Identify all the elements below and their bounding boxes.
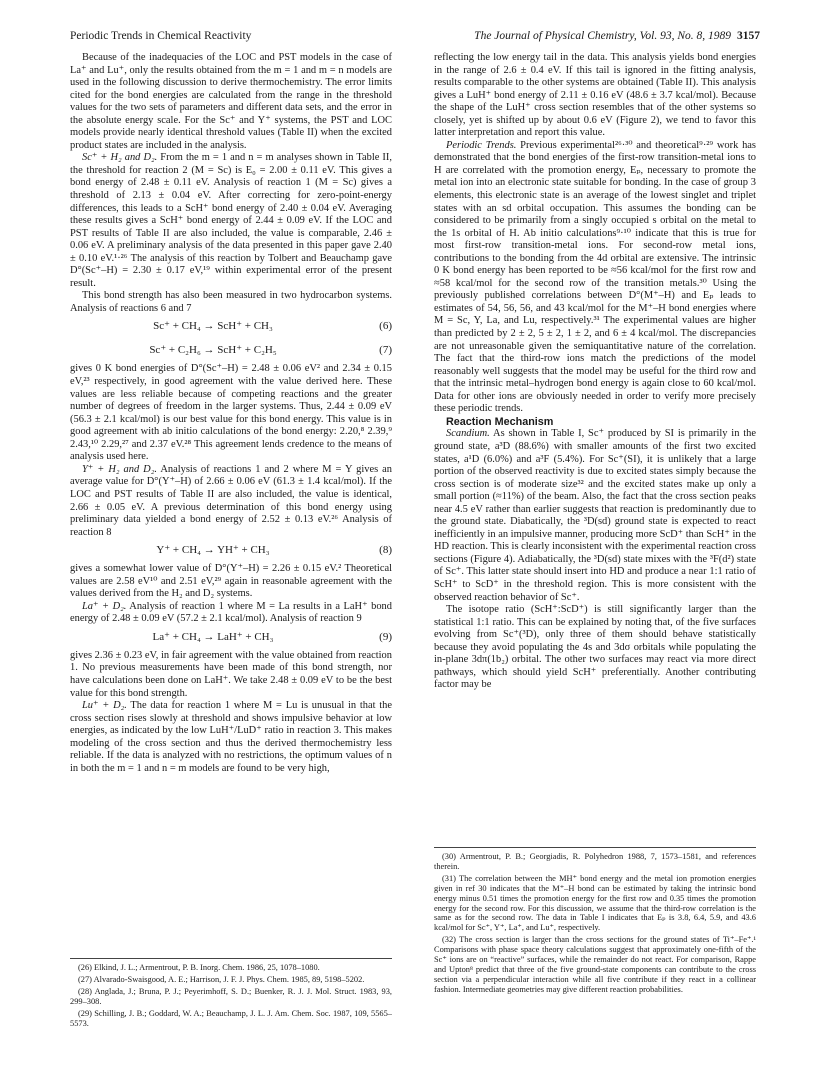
paragraph-sc [70, 152, 392, 290]
equation-number: (7) [379, 344, 392, 357]
paragraph: gives 0 K bond energies of D°(Sc⁺–H) = 2.48 ± 0.06 eV² and 2.34 ± 0.15 eV,²³ respectively, in good agreement with the value derived here. These values are less reliable because of competing reactions and the greater number of degrees of freedom in the larger systems. Thus, 2.44 ± 0.09 eV (56.3 ± 2.1 kcal/mol) is our best value for this bond energy. This value is in good agreement with ab initio calculations of the bond energy: 2.20,⁸ 2.39,⁹ 2.43,¹⁰ 2.29,²⁷ and 2.37 eV.²⁸ This agreement lends credence to the means of analysis used here. [70, 363, 392, 463]
footnote: (31) The correlation between the MH⁺ bond energy and the metal ion promotion energies given in ref 30 indicates that the M⁺–H bond can be estimated by taking the intrinsic bond energy minus 0.51 times the promotion energy for the first row and 0.35 times the promotion energy for the second row. For this discussion, we assume that the third-row correlation is the same as for the second row. The data in Table I indicates that Eₚ is 3.8, 6.4, 5.9, and 43.6 kcal/mol for Sc⁺, Y⁺, La⁺, and Lu⁺, respectively. [434, 873, 756, 933]
footnote: (32) The cross section is larger than the cross sections for the ground states of Ti⁺–Fe⁺.¹ Comparisons with phase space theory calculations suggest that approximately one-fifth of the Sc⁺ ions are on “reactive” surfaces, while the remainder do not react. For comparison, Rappe and Upton⁸ predict that three of the five ground-state components can contribute to the cross section via a perpendicular interaction while all five contribute if they react in a collinear fashion. Intermediate geometries may give different reaction probabilities. [434, 935, 756, 994]
paragraph-la [70, 601, 392, 626]
right-column [434, 52, 756, 692]
paragraph-text: Analysis of reactions 1 and 2 where M = Y gives an average value for D°(Y⁺–H) of 2.66 ± 0.06 eV (61.3 ± 1.4 kcal/mol). If the LOC and PST results of Table II are also included, the value is identical, 2.66 ± 0.05 eV. A previous determination of this bond energy using preliminary data yielded a bond energy of 2.52 ± 0.13 eV.²⁶ Analysis of reaction 8 [70, 463, 392, 538]
paragraph-lu [70, 700, 392, 775]
paragraph-text: From the m = 1 and n = m analyses shown in Table II, the threshold for reaction 2 (M = Sc) is E₀ = 2.00 ± 0.11 eV. This gives a bond energy of 2.48 ± 0.11 eV. Analysis of reaction 1 (M = Sc) gives a threshold of 2.13 ± 0.04 eV. After correcting for zero-point-energy differences, this leads to a ScH⁺ bond energy of 2.40 ± 0.04 eV. Averaging these results gives a ScH⁺ bond energy of 2.44 ± 0.09 eV. If the LOC and PST results of Table II are also included, the value is comparable, 2.46 ± 0.06 eV. A preliminary analysis of the data presented in this paper gave 2.40 ± 0.10 eV.¹·²⁶ The analysis of this reaction by Tolbert and Beauchamp gave D°(Sc⁺–H) = 2.30 ± 0.17 eV,¹⁹ within experimental error of the present result. [70, 152, 392, 289]
equation-text: La⁺ + CH₄ → LaH⁺ + CH₃ [152, 630, 274, 643]
paragraph: reflecting the low energy tail in the data. This analysis yields bond energies in the range of 2.6 ± 0.4 eV. If this tail is ignored in the fitting analysis, results comparable to the other systems are obtained (Table II). This analysis gives a LuH⁺ bond energy of 2.11 ± 0.16 eV (48.6 ± 3.7 kcal/mol). Because the shape of the LuH⁺ cross section resembles that of the other systems so closely, yet is shifted up by about 0.6 eV (Figure 2), we tend to favor this latter interpretation and report this value. [434, 52, 756, 139]
running-title: Periodic Trends in Chemical Reactivity [70, 30, 252, 42]
footnote: (26) Elkind, J. L.; Armentrout, P. B. Inorg. Chem. 1986, 25, 1078–1080. [78, 963, 320, 972]
journal-name: The Journal of Physical Chemistry, Vol. 93, No. 8, 1989 [474, 30, 731, 42]
footnote-rule [434, 847, 756, 848]
paragraph: The isotope ratio (ScH⁺:ScD⁺) is still significantly larger than the statistical 1:1 ratio. This can be explained by noting that, of the five surfaces evolving from Sc⁺(³D), only three of them should behave statistically because they avoid populating the 4s and 3dσ orbitals while populating the in-plane 3dπ(1b₂) orbital. The other two surfaces may react via more direct pathways, which should yield ScH⁺ preferentially. Another contributing factor may be [434, 604, 756, 691]
paragraph-text: The data for reaction 1 where M = Lu is unusual in that the cross section rises slowly at threshold and shows impulsive behavior at low energies, as indicated by the low LuH⁺/LuD⁺ ratio in reaction 3. This makes modeling of the cross section and thus the derived thermochemistry less reliable. If the data is analyzed with no restrictions, the optimum values of n in both the m = 1 and n = m models are found to be very high, [70, 700, 392, 774]
paragraph-y [70, 464, 392, 539]
footnotes-left [70, 958, 392, 1030]
subheading: Sc⁺ + H₂ and D₂. [82, 152, 158, 164]
paragraph: gives a somewhat lower value of D°(Y⁺–H) = 2.26 ± 0.15 eV.² Theoretical values are 2.58 eV¹⁰ and 2.51 eV,²⁹ again in reasonable agreement with the values derived from the H₂ and D₂ systems. [70, 563, 392, 600]
equation-text: Sc⁺ + C₂H₆ → ScH⁺ + C₂H₅ [149, 344, 277, 357]
equation-6 [70, 315, 392, 339]
paragraph: gives 2.36 ± 0.23 eV, in fair agreement with the value obtained from reaction 1. No previous measurements have been made of this bond strength, nor have calculations been done on LaH⁺. We take 2.48 ± 0.09 eV to be the best value for this bond strength. [70, 649, 392, 699]
footnotes-right [434, 847, 756, 997]
paragraph-text: As shown in Table I, Sc⁺ produced by SI is primarily in the ground state, a³D (88.6%) with smaller amounts of the first two excited states, a¹D (6.0%) and a³F (5.4%). For Sc⁺(SI), it is unlikely that a large portion of the observed reactivity is due to excited states simply because the cross section is of moderate size³² and the excited states make up only a small portion (≈11%) of the beam. Also, the fact that the cross section peaks near 4.5 eV rather than earlier suggests that reaction is predominantly due to the ground state. Diabatically, the ³D(sd) ground state is expected to react inefficiently in an impulsive manner, producing more ScD⁺ than ScH⁺ in the HD reaction. This is clearly inconsistent with the experimental reaction cross sections (Figure 4). Adiabatically, the ³D(sd) state mixes with the ³F(d²) state of Sc⁺. This latter state should insert into HD and produce a near 1:1 ratio of ScH⁺ to ScD⁺ in the threshold region. This is more consistent with the observed reaction behavior of Sc⁺. [434, 428, 756, 603]
footnote: (29) Schilling, J. B.; Goddard, W. A.; Beauchamp, J. L. J. Am. Chem. Soc. 1987, 109, 5565–5573. [70, 1008, 392, 1028]
running-head [70, 28, 760, 44]
equation-number: (8) [379, 544, 392, 557]
footnote: (28) Anglada, J.; Bruna, P. J.; Peyerimhoff, S. D.; Buenker, R. J. J. Mol. Struct. 1983, 93, 299–308. [70, 986, 392, 1006]
paragraph-scandium [434, 428, 756, 604]
equation-8 [70, 539, 392, 563]
page-number: 3157 [737, 30, 760, 42]
paragraph-text: Previous experimental²⁶·³⁰ and theoretical⁹·²⁹ work has demonstrated that the bond energies of the first-row transition-metal ions to H are correlated with the promotion energy, Eₚ, necessary to promote the metal ion into an electronic state suitable for bonding. In the case of group 3 elements, this electronic state is an average of the lowest singlet and triplet states with an sd orbital occupation. This assumes the bonding can be considered to be primarily from a singly occupied s orbital on the metal to the 1s orbital of H. Ab initio calculations⁹·¹⁰ indicate that this is true for most first-row transition-metal ions. For second-row metal ions, contributions to the bonding from the 4d orbital are extensive. The intrinsic 0 K bond energy has been reported to be ≈56 kcal/mol for the first row and ≈58 kcal/mol for the second row of the transition metals.³⁰ Using the previously published correlations between D°(M⁺–H) and Eₚ leads to estimates of 54, 56, 56, and 43 kcal/mol for the M⁺–H bond energies where M = Sc, Y, La, and Lu, respectively.³¹ The experimental values are higher than predicted by 2 ± 2, 5 ± 2, 1 ± 2, and 6 ± 4 kcal/mol. The discrepancies are not unreasonable given the semiquantitative nature of the correlation. The fact that the third-row ions match the predictions of the model reasonably well suggests that the model may be useful for the third row and that the intrinsic metal–hydrogen bond energy is again close to 60 kcal/mol. Data for other ions are obviously needed in order to verify more precisely these periodic trends. [434, 139, 756, 415]
footnote-rule [70, 958, 392, 959]
journal-citation [474, 28, 760, 44]
subheading: La⁺ + D₂. [82, 600, 127, 612]
left-column [70, 52, 392, 775]
paragraph: Because of the inadequacies of the LOC and PST models in the case of La⁺ and Lu⁺, only the results obtained from the m = 1 and m = n models are used in the following discussion to derive thermochemistry. The error limits cited for the bond energies are calculated from the range in the threshold values for the two sets of parameters and different data sets, and the error in the absolute energy scale. For the Sc⁺ and Y⁺ systems, the PST and LOC models provide nearly identical threshold values (Table II) when the excited product states are included in the analysis. [70, 52, 392, 151]
footnote: (27) Alvarado-Swaisgood, A. E.; Harrison, J. F. J. Phys. Chem. 1985, 89, 5198–5202. [78, 974, 365, 984]
footnote: (30) Armentrout, P. B.; Georgiadis, R. Polyhedron 1988, 7, 1573–1581, and references therein. [434, 852, 756, 871]
section-heading: Reaction Mechanism [446, 415, 554, 428]
equation-number: (6) [379, 320, 392, 333]
subheading: Y⁺ + H₂ and D₂. [82, 463, 157, 475]
subheading: Lu⁺ + D₂. [82, 700, 127, 712]
paragraph: This bond strength has also been measured in two hydrocarbon systems. Analysis of reactions 6 and 7 [70, 290, 392, 314]
equation-7 [70, 339, 392, 363]
paragraph-text: Analysis of reaction 1 where M = La results in a LaH⁺ bond energy of 2.48 ± 0.09 eV (57.2 ± 2.1 kcal/mol). Analysis of reaction 9 [70, 600, 392, 625]
equation-text: Sc⁺ + CH₄ → ScH⁺ + CH₃ [153, 320, 273, 333]
subheading: Periodic Trends. [446, 139, 517, 151]
equation-9 [70, 626, 392, 650]
paragraph-periodic-trends [434, 140, 756, 416]
equation-number: (9) [379, 630, 392, 643]
equation-text: Y⁺ + CH₄ → YH⁺ + CH₃ [156, 544, 270, 557]
subheading: Scandium. [446, 428, 490, 440]
